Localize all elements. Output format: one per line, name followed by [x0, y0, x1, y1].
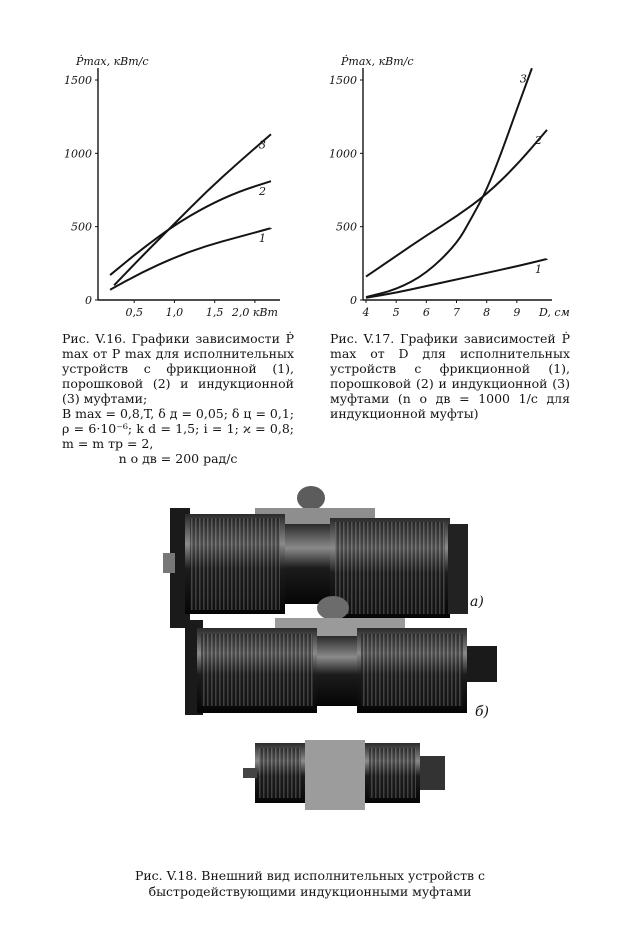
y-tick-label: 0	[350, 294, 357, 307]
series-2-line	[366, 130, 547, 277]
y-axis-label: Ṗmax, кВт/с	[76, 55, 149, 68]
series-3-line	[366, 68, 532, 297]
devices-photo-svg	[135, 478, 505, 843]
series-3-label: 3	[258, 138, 266, 152]
y-tick-label: 1000	[329, 147, 357, 161]
x-tick-label: 4	[362, 306, 370, 319]
x-tick-label: 0,5	[125, 306, 143, 319]
figure16-chart	[60, 48, 290, 323]
x-tick-label: 2,0 кВт	[231, 306, 278, 319]
y-tick-label: 500	[71, 220, 92, 234]
x-tick-label: 9	[513, 306, 521, 319]
series-2-label: 2	[535, 133, 542, 147]
figure16-chart-svg	[60, 48, 290, 323]
y-axis-label: Ṗmax, кВт/с	[341, 55, 414, 68]
device-c	[243, 740, 445, 810]
y-tick-label: 1500	[329, 74, 357, 87]
y-tick-label: 500	[336, 220, 357, 234]
series-1-label: 1	[535, 262, 542, 276]
x-tick-label: D, см	[539, 306, 570, 319]
series-1-line	[366, 259, 547, 298]
device-a	[163, 486, 468, 628]
devices-photo	[135, 478, 505, 843]
x-tick-label: 1,5	[205, 306, 224, 319]
series-1-line	[110, 228, 271, 290]
series-1-label: 1	[258, 232, 266, 246]
figure16-caption-title: Рис. V.16. Графики зависимости Ṗ max от P max для исполнительных устройств с фрикционной (1), порошковой (2) и индукционной (3) муфтами;	[62, 331, 294, 406]
figure16-caption-last: n о дв = 200 рад/с	[118, 451, 238, 466]
figure17-chart-svg	[325, 48, 570, 323]
series-3-line	[114, 134, 271, 285]
x-tick-label: 1,0	[165, 306, 184, 319]
photo-label-b: б)	[475, 704, 490, 720]
figure17-caption: Рис. V.17. Графики зависимостей Ṗ max от D для исполнительных устройств с фрикционной (1), порошковой (2) и индукционной (3) муфтами (n о дв = 1000 1/с для индукционной муфты)	[330, 331, 570, 421]
x-tick-label: 5	[392, 306, 400, 319]
figure18-caption: Рис. V.18. Внешний вид исполнительных устройств с быстродействующими индукционными муфтами	[134, 868, 486, 899]
series-2-line	[110, 181, 271, 275]
x-tick-label: 8	[483, 306, 491, 319]
figure17-chart	[325, 48, 570, 323]
y-tick-label: 1000	[64, 147, 92, 161]
series-2-label: 2	[258, 185, 266, 199]
y-tick-label: 0	[85, 294, 92, 307]
x-tick-label: 6	[422, 306, 430, 319]
x-tick-label: 7	[453, 306, 461, 319]
y-tick-label: 1500	[64, 74, 92, 87]
photo-label-a: а)	[470, 594, 484, 610]
figure16-caption	[62, 331, 294, 466]
series-3-label: 3	[519, 72, 527, 86]
figure16-caption-params: B max = 0,8,T, δ д = 0,05; δ ц = 0,1; ρ = 6·10⁻⁶; k d = 1,5; i = 1; ϰ = 0,8; m = m тр = 2,	[62, 406, 294, 451]
